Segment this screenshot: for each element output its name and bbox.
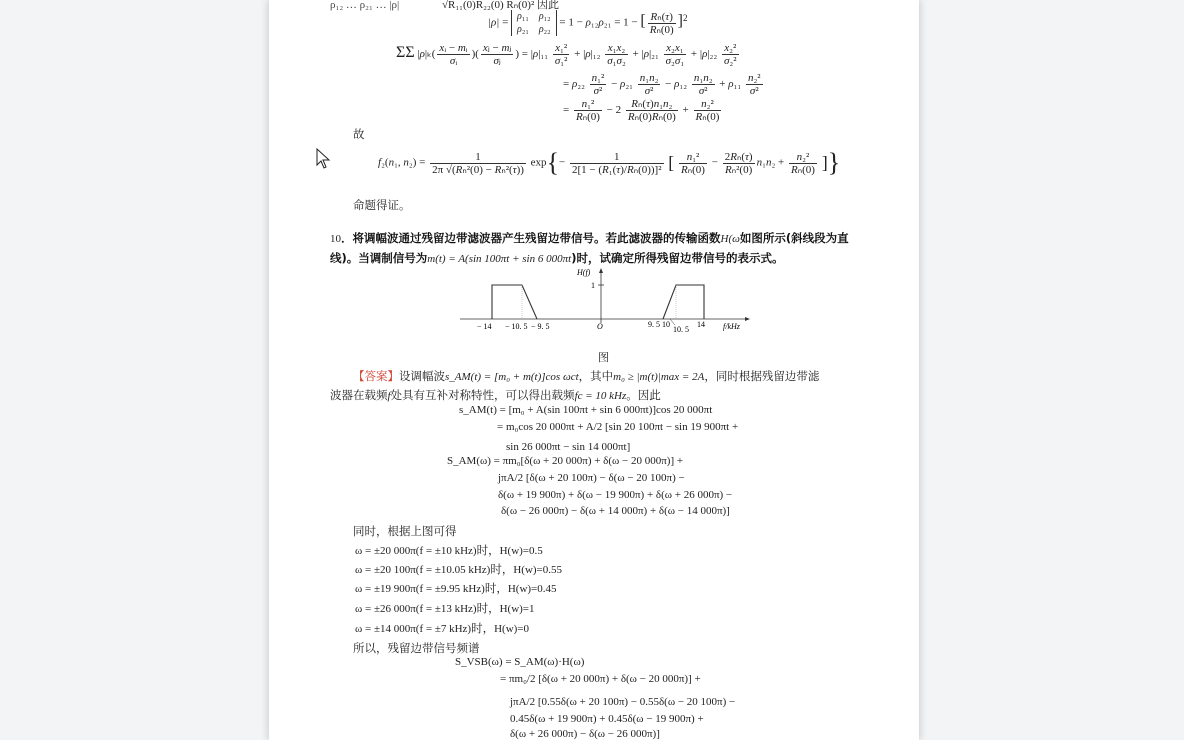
answer-line-2: 波器在载频f处具有互补对称特性，可以得出载频fc = 10 kHz。因此	[330, 388, 661, 402]
sam-freq-line-3: δ(ω + 19 900π) + δ(ω − 19 900π) + δ(ω + 26 000π) −	[498, 489, 733, 501]
question-line-2: 线)。当调制信号为m(t) = A(sin 100πt + sin 6 000πt)时，试确定所得残留边带信号的表示式。	[330, 251, 784, 265]
expansion-line-1: = ρ₂₂ $\frac{\text{n₁²}}{\text{σ²}}$ − ρ₂₁ $\frac{\text{n₁n₂}}{\text{σ²}}$ − ρ₁₂ $\frac{\text{n₁n₂}}{\text{σ²}}$ + ρ₁₁ $\frac{\text{n₂²}}{\text{σ²}}$	[563, 72, 761, 97]
determinant-formula: |ρ| = ρ₁₁ ρ₁₂ ρ₂₁ ρ₂₂ = 1 − ρ₁₂ρ₂₁ = 1 − [ $\frac{\text{Rₙ(τ)}}{\text{Rₙ(0)}}$ ]$^2$	[488, 10, 688, 36]
h-value-row: ω = ±20 000π(f = ±10 kHz)时，H(w)=0.5	[355, 543, 543, 557]
y-tick-label: 1	[591, 281, 595, 290]
x-tick-neg10-5: − 10. 5	[505, 322, 528, 331]
y-axis-label: H(f)	[577, 268, 591, 277]
question-number: 10	[330, 233, 341, 245]
x-tick-14: 14	[697, 320, 705, 329]
x-tick-10: 10	[662, 320, 670, 329]
x-tick-neg14: − 14	[477, 322, 492, 331]
figure-caption: 图	[598, 351, 609, 364]
so-label: 所以，残留边带信号频谱	[353, 641, 480, 655]
h-value-row: ω = ±20 100π(f = ±10.05 kHz)时，H(w)=0.55	[355, 562, 563, 576]
x-axis-label: f/kHz	[723, 322, 740, 331]
x-tick-9-5: 9. 5	[648, 320, 660, 329]
svsb-line-4: 0.45δ(ω + 19 900π) + 0.45δ(ω − 19 900π) +	[510, 713, 704, 725]
sam-freq-line-2: jπA/2 [δ(ω + 20 100π) − δ(ω − 20 100π) −	[498, 472, 685, 484]
sam-time-line-2: = m₀cos 20 000πt + A/2 [sin 20 100πt − sin 19 900πt +	[497, 421, 739, 433]
svsb-line-2: = πm₀/2 [δ(ω + 20 000π) + δ(ω − 20 000π)] +	[500, 673, 701, 685]
therefore-label: 故	[353, 127, 365, 141]
x-tick-neg9-5: − 9. 5	[531, 322, 550, 331]
vsb-filter-transfer-function-figure	[455, 265, 755, 337]
mouse-pointer-icon	[316, 148, 332, 170]
answer-tag: 【答案】	[353, 369, 399, 383]
sam-time-line-3: sin 26 000πt − sin 14 000πt]	[506, 441, 631, 453]
h-value-row: ω = ±26 000π(f = ±13 kHz)时，H(w)=1	[355, 601, 535, 615]
expansion-line-2: = $\frac{\text{n₁²}}{\text{Rₙ(0)}}$ − 2 $\frac{\text{Rₙ(τ)n₁n₂}}{\text{Rₙ(0)Rₙ(0)}}$ + $\frac{\text{n₂²}}{\text{Rₙ(0)}}$	[563, 98, 720, 123]
partial-formula-line: ρ₁₂ … ρ₂₁ … |ρ| √R₁₁(0)R₂₂(0) Rₙ(0)² 因此	[330, 0, 560, 11]
x-tick-10-5: 10. 5	[673, 325, 689, 334]
joint-pdf-formula: f₂(n₁, n₂) = $\frac{1}{\text{2π √(Rₙ²(0) − Rₙ²(τ))}}$ exp{− $\frac{1}{\text{2[1 − (R₁(τ)/Rₙ(0))]²}}$ [ $\frac{\text{n₁²}}{\text{Rₙ(0)}}$ − $\frac{\text{2Rₙ(τ)}}{\text{Rₙ²(0)}}$ n₁n₂ + $\frac{\text{n₂²}}{\text{Rₙ(0)}}$ ]}	[378, 148, 841, 177]
question-line-1: 10．将调幅波通过残留边带滤波器产生残留边带信号。若此滤波器的传输函数H(ω如图所示(斜线段为直	[330, 231, 849, 245]
sam-freq-line-1: S_AM(ω) = πm₀[δ(ω + 20 000π) + δ(ω − 20 000π)] +	[447, 455, 684, 467]
h-value-row: ω = ±19 900π(f = ±9.95 kHz)时，H(w)=0.45	[355, 581, 557, 595]
origin-label: O	[597, 322, 603, 331]
svsb-line-5: δ(ω + 26 000π) − δ(ω − 26 000π)]	[510, 728, 660, 740]
sam-freq-line-4: δ(ω − 26 000π) − δ(ω + 14 000π) + δ(ω − 14 000π)]	[501, 505, 730, 517]
answer-line-1: 【答案】设调幅波s_AM(t) = [m₀ + m(t)]cos ωct，其中m₀ ≥ |m(t)|max = 2A，同时根据残留边带滤	[353, 369, 820, 383]
svsb-line-3: jπA/2 [0.55δ(ω + 20 100π) − 0.55δ(ω − 20 100π) −	[510, 696, 736, 708]
double-sum-formula: ΣΣ |ρ|ₖ( $\frac{\text{xᵢ − mᵢ}}{\text{σᵢ}}$ )( $\frac{\text{xⱼ − mⱼ}}{\text{σⱼ}}$ ) = |ρ|₁₁ $\frac{\text{x₁²}}{\text{σ₁²}}$ + |ρ|₁₂ $\frac{\text{x₁x₂}}{\text{σ₁σ₂}}$ + |ρ|₂₁ $\frac{\text{x₂x₁}}{\text{σ₂σ₁}}$ + |ρ|₂₂ $\frac{\text{x₂²}}{\text{σ₂²}}$	[396, 42, 737, 67]
sam-time-line-1: s_AM(t) = [m₀ + A(sin 100πt + sin 6 000πt)]cos 20 000πt	[459, 404, 713, 416]
svsb-line-1: S_VSB(ω) = S_AM(ω)·H(ω)	[455, 656, 585, 668]
h-value-row: ω = ±14 000π(f = ±7 kHz)时，H(w)=0	[355, 621, 530, 635]
from-figure-text: 同时，根据上图可得	[353, 524, 457, 538]
proof-complete-text: 命题得证。	[353, 198, 411, 212]
